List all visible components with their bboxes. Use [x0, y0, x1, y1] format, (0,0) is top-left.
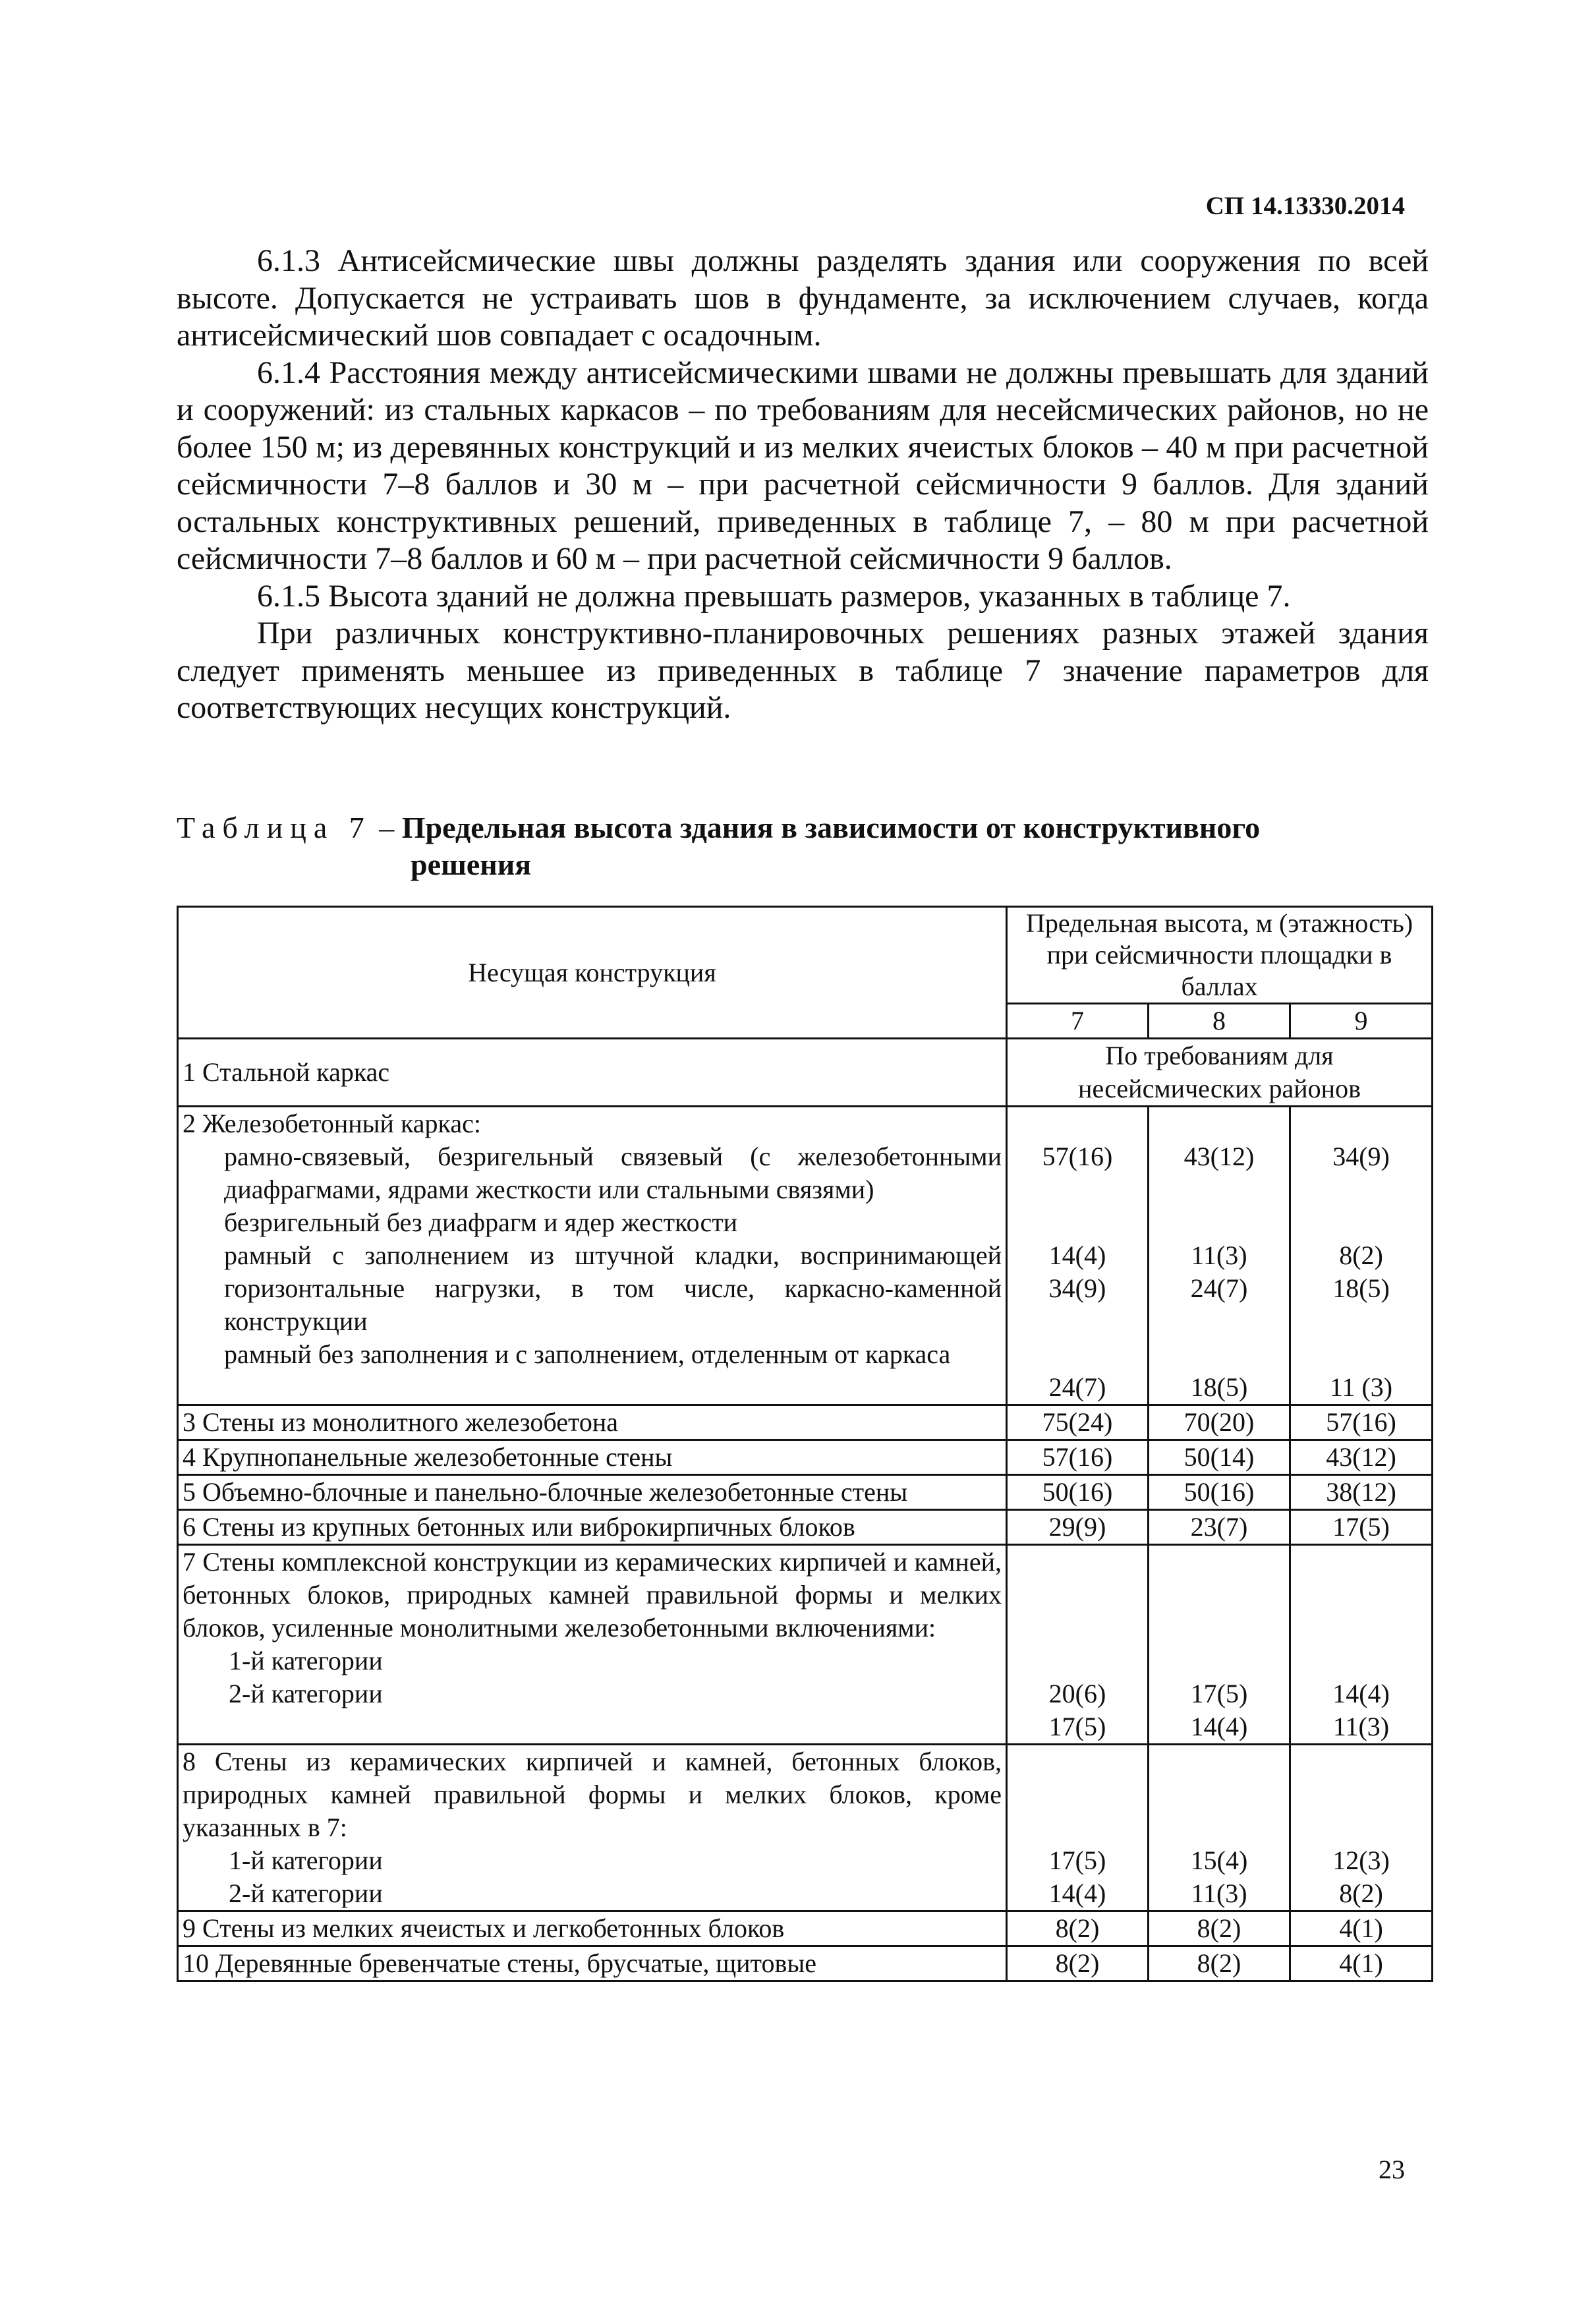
- values-seismicity-8: [1149, 1545, 1290, 1745]
- sub-item-label: безригельный без диафрагм и ядер жесткости: [224, 1207, 738, 1237]
- cell-value: 17(5): [1190, 1679, 1248, 1708]
- table-row: [178, 1911, 1433, 1946]
- table-row: [178, 1107, 1433, 1405]
- row-label: 9 Стены из мелких ячеистых и легкобетонных блоков: [178, 1911, 1007, 1946]
- cell-value: 11(3): [1332, 1712, 1390, 1741]
- cell-value: 8(2): [1007, 1946, 1149, 1981]
- row-label-group: [178, 1545, 1007, 1745]
- table-caption-title-cont: решения: [411, 848, 532, 881]
- cell-value: 50(16): [1007, 1475, 1149, 1510]
- cell-value: 23(7): [1149, 1510, 1290, 1545]
- cell-value: 14(4): [1190, 1712, 1248, 1741]
- page-number: 23: [1379, 2155, 1405, 2184]
- values-seismicity-9: [1290, 1545, 1433, 1745]
- cell-value: 43(12): [1290, 1440, 1433, 1475]
- values-seismicity-9: [1290, 1745, 1433, 1911]
- height-limits-table: [177, 906, 1433, 1982]
- row-label: 7 Стены комплексной конструкции из керамических кирпичей и камней, бетонных блоков, природных камней правильной формы и мелких блоков, усиленные монолитными железобетонными включениями:: [183, 1547, 1002, 1643]
- cell-value: 8(2): [1339, 1878, 1383, 1908]
- sub-item-label: 2-й категории: [229, 1679, 383, 1708]
- row-label: 3 Стены из монолитного железобетона: [178, 1405, 1007, 1440]
- cell-value: 57(16): [1290, 1405, 1433, 1440]
- row-label: 1 Стальной каркас: [178, 1039, 1007, 1107]
- table-row: [178, 1475, 1433, 1510]
- table-row: [178, 1440, 1433, 1475]
- cell-value: 50(14): [1149, 1440, 1290, 1475]
- cell-value: 8(2): [1339, 1240, 1383, 1270]
- table-header-row: [178, 907, 1433, 1004]
- table-row: [178, 1545, 1433, 1745]
- cell-value: 70(20): [1149, 1405, 1290, 1440]
- values-seismicity-9: [1290, 1107, 1433, 1405]
- header-load-bearing-structure: Несущая конструкция: [178, 907, 1007, 1039]
- cell-value: 57(16): [1042, 1142, 1113, 1171]
- paragraph-design-note: При различных конструктивно-планировочных решениях разных этажей здания следует применять меньшее из приведенных в таблице 7 значение параметров для соответствующих несущих конструкций.: [177, 616, 1429, 725]
- paragraph-6-1-3: 6.1.3 Антисейсмические швы должны разделять здания или сооружения по всей высоте. Допускается не устраивать шов в фундаменте, за исключением случаев, когда антисейсмический шов совпадает с осадочным.: [177, 243, 1429, 353]
- cell-value: 18(5): [1332, 1273, 1390, 1303]
- cell-value: 8(2): [1149, 1911, 1290, 1946]
- cell-value: 11(3): [1191, 1240, 1247, 1270]
- cell-value: 14(4): [1048, 1240, 1106, 1270]
- table-row: [178, 1405, 1433, 1440]
- row-label-group: [178, 1107, 1007, 1405]
- sub-item-label: 2-й категории: [229, 1878, 383, 1908]
- row-label: 8 Стены из керамических кирпичей и камней, бетонных блоков, природных камней правильной формы и мелких блоков, кроме указанных в 7:: [183, 1747, 1002, 1842]
- sub-item-label: рамный без заполнения и с заполнением, отделенным от каркаса: [224, 1339, 951, 1369]
- cell-value: 38(12): [1290, 1475, 1433, 1510]
- cell-value: 18(5): [1190, 1372, 1248, 1402]
- cell-value: 24(7): [1190, 1273, 1248, 1303]
- document-code: СП 14.13330.2014: [1205, 192, 1405, 220]
- paragraph-6-1-5: 6.1.5 Высота зданий не должна превышать размеров, указанных в таблице 7.: [257, 578, 1291, 614]
- row-label: 2 Железобетонный каркас:: [183, 1109, 481, 1138]
- table-caption: [177, 809, 1429, 846]
- cell-value: 4(1): [1290, 1911, 1433, 1946]
- cell-value: 12(3): [1332, 1846, 1390, 1875]
- table-row: [178, 1510, 1433, 1545]
- cell-value: 14(4): [1332, 1679, 1390, 1708]
- cell-value: 34(9): [1048, 1273, 1106, 1303]
- cell-value: 57(16): [1007, 1440, 1149, 1475]
- table-caption-title: Предельная высота здания в зависимости от конструктивного: [401, 811, 1261, 844]
- cell-value: 17(5): [1290, 1510, 1433, 1545]
- cell-value: 75(24): [1007, 1405, 1149, 1440]
- row-label: 4 Крупнопанельные железобетонные стены: [178, 1440, 1007, 1475]
- table-caption-lead: Таблица 7: [177, 811, 372, 844]
- values-seismicity-7: [1007, 1545, 1149, 1745]
- cell-value: 34(9): [1332, 1142, 1390, 1171]
- sub-item-label: 1-й категории: [229, 1846, 383, 1875]
- cell-value: 43(12): [1183, 1142, 1255, 1171]
- table-row: [178, 1946, 1433, 1981]
- cell-value: 24(7): [1048, 1372, 1106, 1402]
- table-row: [178, 1039, 1433, 1107]
- paragraph-6-1-4: 6.1.4 Расстояния между антисейсмическими швами не должны превышать для зданий и сооружений: из стальных каркасов – по требованиям для несейсмических районов, но не более 150 м; из деревянных конструкций и из мелких ячеистых блоков – 40 м при расчетной сейсмичности 7–8 баллов и 30 м – при расчетной сейсмичности 9 баллов. Для зданий остальных конструктивных решений, приведенных в таблице 7, – 80 м при расчетной сейсмичности 7–8 баллов и 60 м – при расчетной сейсмичности 9 баллов.: [177, 355, 1429, 576]
- row-label-group: [178, 1745, 1007, 1911]
- values-seismicity-7: [1007, 1745, 1149, 1911]
- cell-value: 17(5): [1048, 1846, 1106, 1875]
- sub-item-label: 1-й категории: [229, 1646, 383, 1675]
- cell-value: 11 (3): [1329, 1372, 1393, 1402]
- row-label: 5 Объемно-блочные и панельно-блочные железобетонные стены: [178, 1475, 1007, 1510]
- cell-value: 50(16): [1149, 1475, 1290, 1510]
- cell-value: 20(6): [1048, 1679, 1106, 1708]
- cell-value: 29(9): [1007, 1510, 1149, 1545]
- cell-value: 8(2): [1149, 1946, 1290, 1981]
- sub-item-label: рамно-связевый, безригельный связевый (с железобетонными диафрагмами, ядрами жесткости или стальными связями): [224, 1142, 1002, 1204]
- cell-value: 15(4): [1190, 1846, 1248, 1875]
- values-seismicity-8: [1149, 1107, 1290, 1405]
- body-text: [177, 243, 1429, 727]
- row-label: 10 Деревянные бревенчатые стены, брусчатые, щитовые: [178, 1946, 1007, 1981]
- sub-item-label: рамный с заполнением из штучной кладки, воспринимающей горизонтальные нагрузки, в том числе, каркасно-каменной конструкции: [224, 1240, 1002, 1336]
- cell-value: 17(5): [1048, 1712, 1106, 1741]
- cell-value: 4(1): [1290, 1946, 1433, 1981]
- cell-value: 8(2): [1007, 1911, 1149, 1946]
- row-label: 6 Стены из крупных бетонных или виброкирпичных блоков: [178, 1510, 1007, 1545]
- header-seismicity-8: 8: [1149, 1004, 1290, 1039]
- header-seismicity-9: 9: [1290, 1004, 1433, 1039]
- row-span-value: По требованиям для несейсмических районов: [1007, 1039, 1433, 1107]
- table-row: [178, 1745, 1433, 1911]
- header-height-limit: Предельная высота, м (этажность) при сейсмичности площадки в баллах: [1007, 907, 1433, 1004]
- cell-value: 11(3): [1191, 1878, 1247, 1908]
- values-seismicity-7: [1007, 1107, 1149, 1405]
- values-seismicity-8: [1149, 1745, 1290, 1911]
- cell-value: 14(4): [1048, 1878, 1106, 1908]
- header-seismicity-7: 7: [1007, 1004, 1149, 1039]
- table-caption-dash: –: [371, 811, 402, 844]
